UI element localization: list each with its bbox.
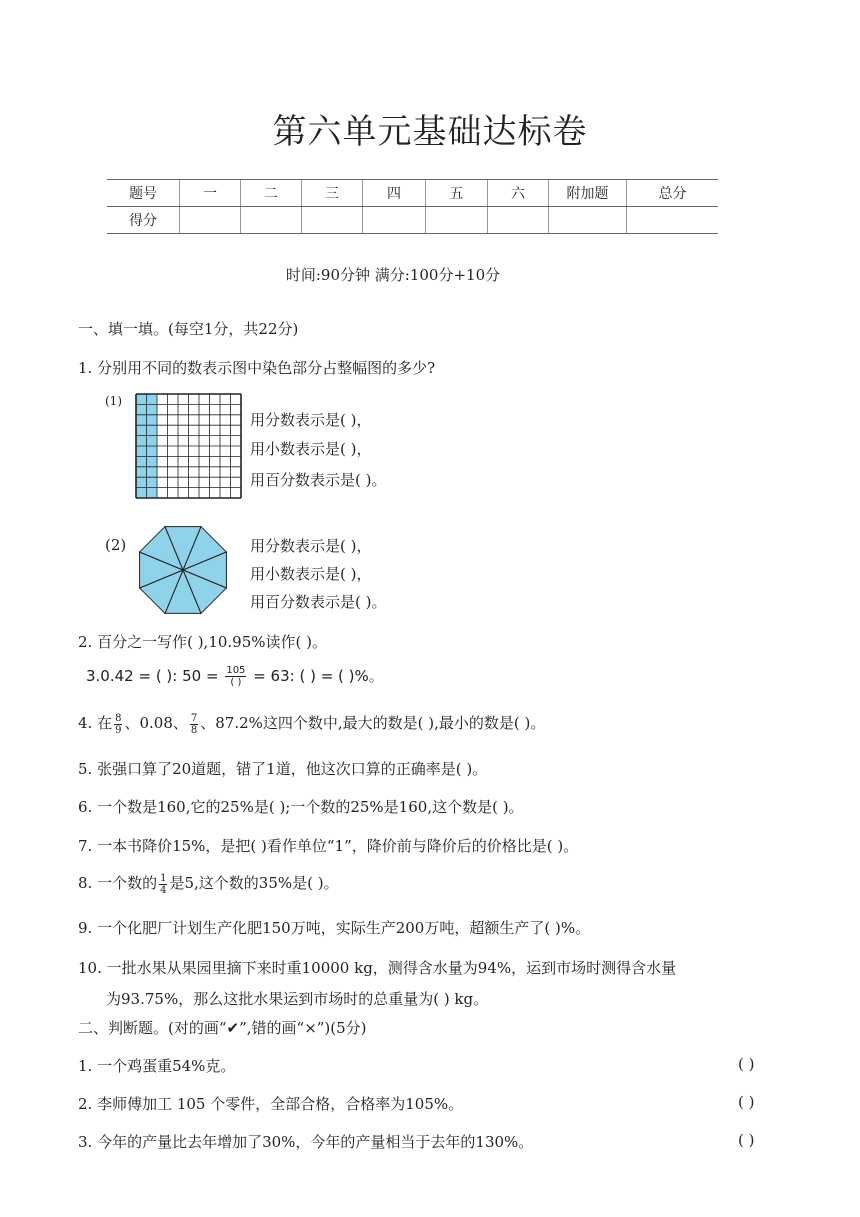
- question-5: 5. 张强口算了20道题，错了1道，他这次口算的正确率是( )。: [78, 760, 488, 778]
- q1-part1-line: 用分数表示是( )，: [250, 411, 372, 429]
- q4-mid: 、0.08、: [124, 714, 188, 732]
- score-cell[interactable]: [363, 207, 426, 234]
- score-header-cell: 一: [180, 180, 241, 207]
- score-cell[interactable]: [549, 207, 627, 234]
- section1-heading: 一、填一填。(每空1分，共22分): [78, 320, 299, 338]
- hundred-grid-figure: [135, 393, 242, 499]
- q4-fraction-2: [190, 713, 198, 736]
- q4-f1-den: 9: [115, 724, 122, 736]
- score-header-cell: 三: [302, 180, 363, 207]
- judge-mark-3[interactable]: ( ): [738, 1131, 755, 1149]
- judge-item-3: 3. 今年的产量比去年增加了30%，今年的产量相当于去年的130%。: [78, 1133, 534, 1151]
- q3-fraction: [225, 665, 246, 688]
- question-9: 9. 一个化肥厂计划生产化肥150万吨，实际生产200万吨，超额生产了( )%。: [78, 919, 591, 937]
- score-header-cell: 附加题: [549, 180, 627, 207]
- judge-mark-1[interactable]: ( ): [738, 1055, 755, 1073]
- question-10-line-2: 为93.75%，那么这批水果运到市场时的总重量为( ) kg。: [106, 990, 489, 1008]
- q1-part1-line: 用小数表示是( )，: [250, 440, 372, 458]
- question-10-line-1: 10. 一批水果从果园里摘下来时重10000 kg，测得含水量为94%，运到市场时测得含水量: [78, 959, 677, 977]
- question-3: [86, 665, 384, 688]
- q4-f2-den: 8: [190, 724, 198, 736]
- score-cell[interactable]: [488, 207, 549, 234]
- q8-suffix: 是5,这个数的35%是( )。: [169, 874, 339, 892]
- score-table-header-row: [107, 180, 718, 207]
- score-header-cell: 四: [363, 180, 426, 207]
- q1-part1-line: 用百分数表示是( )。: [250, 471, 387, 489]
- score-table-score-row: [107, 207, 718, 234]
- exam-meta: 时间:90分钟 满分:100分+10分: [285, 266, 501, 284]
- q3-frac-den: ( ): [230, 677, 242, 688]
- q4-f2-num: 7: [190, 712, 198, 724]
- q1-part2-label: (2): [105, 536, 127, 554]
- question-2: 2. 百分之一写作( ),10.95%读作( )。: [78, 633, 327, 651]
- q1-part2-line: 用百分数表示是( )。: [250, 593, 387, 611]
- score-cell[interactable]: [302, 207, 363, 234]
- q3-left: 3.0.42 = ( ): 50 =: [86, 667, 219, 685]
- octagon-sectors: [140, 527, 227, 614]
- q8-prefix: 8. 一个数的: [78, 874, 158, 892]
- question-4: [78, 712, 545, 736]
- judge-item-1: 1. 一个鸡蛋重54%克。: [78, 1057, 236, 1075]
- q1-part2-line: 用分数表示是( )，: [250, 537, 372, 555]
- question-6: 6. 一个数是160,它的25%是( );一个数的25%是160,这个数是( )。: [78, 798, 524, 816]
- section2-heading: 二、判断题。(对的画“✔”,错的画“×”)(5分): [78, 1019, 367, 1037]
- q1-part1-label: (1): [105, 394, 122, 408]
- judge-mark-2[interactable]: ( ): [738, 1093, 755, 1111]
- score-cell[interactable]: [627, 207, 719, 234]
- score-row-label: 得分: [107, 207, 180, 234]
- q4-f1-num: 8: [115, 712, 122, 724]
- score-cell[interactable]: [241, 207, 302, 234]
- q3-right: = 63: ( ) = ( )%。: [253, 667, 384, 685]
- q3-frac-num: 105: [226, 665, 246, 676]
- score-header-cell: 题号: [107, 180, 180, 207]
- score-header-cell: 总分: [627, 180, 719, 207]
- octagon-figure: [133, 522, 233, 618]
- question-7: 7. 一本书降价15%，是把( )看作单位“1”，降价前与降价后的价格比是( )。: [78, 837, 579, 855]
- q8-fraction: [159, 873, 167, 896]
- score-table: [107, 179, 718, 234]
- score-cell[interactable]: [426, 207, 488, 234]
- q4-prefix: 4. 在: [78, 714, 113, 732]
- q4-fraction-1: [114, 713, 122, 736]
- q4-suffix: 、87.2%这四个数中,最大的数是( ),最小的数是( )。: [200, 714, 546, 732]
- q8-f-den: 4: [160, 884, 167, 896]
- question-8: [78, 872, 339, 896]
- question-1: 1. 分别用不同的数表示图中染色部分占整幅图的多少?: [78, 359, 436, 377]
- judge-item-2: 2. 李师傅加工 105 个零件，全部合格，合格率为105%。: [78, 1095, 464, 1113]
- score-header-cell: 二: [241, 180, 302, 207]
- score-cell[interactable]: [180, 207, 241, 234]
- score-header-cell: 六: [488, 180, 549, 207]
- page-title: 第六单元基础达标卷: [272, 112, 588, 152]
- score-header-cell: 五: [426, 180, 488, 207]
- grid-lines: [136, 394, 241, 498]
- q8-f-num: 1: [160, 872, 167, 884]
- q1-part2-line: 用小数表示是( )，: [250, 565, 372, 583]
